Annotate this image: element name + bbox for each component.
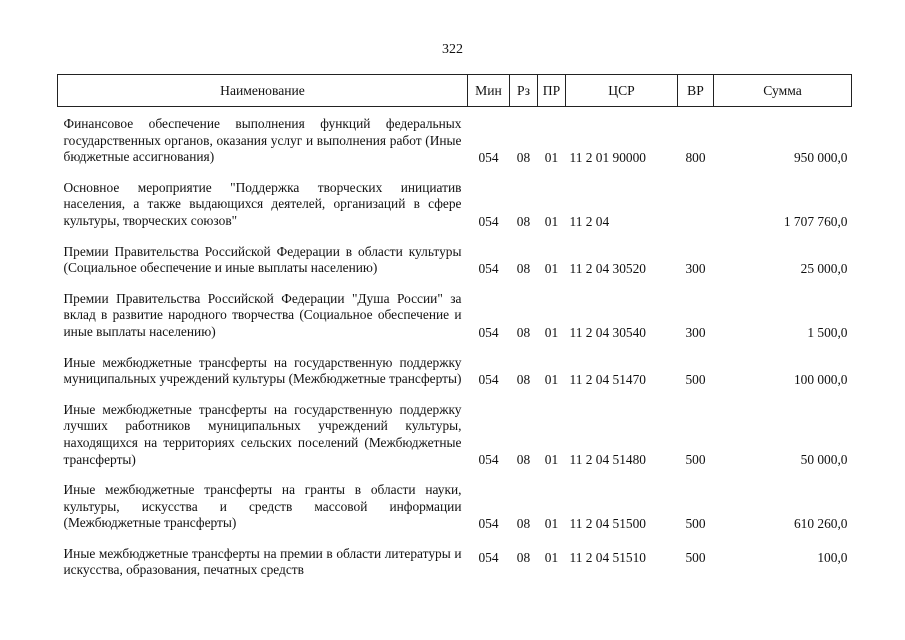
row-sum: 610 260,0: [793, 515, 848, 531]
row-vr: [678, 172, 714, 236]
row-min: 054: [478, 452, 499, 468]
row-pr: 01: [544, 549, 559, 565]
row-name: Финансовое обеспечение выполнения функций федеральных государственных органов, оказания услуг и выполнения работ (Иные бюджетные ассигнования): [63, 116, 462, 165]
row-csr: 11 2 04 51500: [569, 515, 646, 531]
row-min: 054: [478, 260, 499, 276]
row-vr: 300: [685, 260, 706, 276]
row-csr: 11 2 04 51510: [569, 549, 646, 565]
row-name: Премии Правительства Российской Федерации в области культуры (Социальное обеспечение и иные выплаты населению): [63, 243, 462, 276]
row-sum: 100,0: [817, 549, 848, 565]
table-row: [58, 347, 852, 394]
table-row: [58, 236, 852, 283]
row-min: 054: [478, 324, 499, 340]
table-row: [58, 283, 852, 347]
row-vr: 800: [685, 149, 706, 165]
row-min: 054: [478, 515, 499, 531]
row-name: Иные межбюджетные трансферты на премии в области литературы и искусства, образования, печатных средств: [63, 545, 462, 578]
row-rz: 08: [516, 452, 531, 468]
row-min: 054: [478, 213, 499, 229]
row-sum: 25 000,0: [800, 260, 848, 276]
row-name: Иные межбюджетные трансферты на государственную поддержку муниципальных учреждений культуры (Межбюджетные трансферты): [63, 354, 462, 387]
row-pr: 01: [544, 324, 559, 340]
row-csr: 11 2 01 90000: [569, 149, 646, 165]
row-min: 054: [478, 549, 499, 565]
header-sum: Сумма: [714, 75, 852, 107]
table-body: [58, 107, 852, 586]
row-vr: 500: [685, 371, 706, 387]
row-csr: 11 2 04 30520: [569, 260, 646, 276]
row-rz: 08: [516, 213, 531, 229]
row-vr: 500: [685, 549, 706, 565]
header-pr: ПР: [538, 75, 566, 107]
table-header: [58, 75, 852, 107]
row-min: 054: [478, 371, 499, 387]
row-sum: 1 707 760,0: [783, 213, 848, 229]
row-sum: 100 000,0: [793, 371, 848, 387]
row-rz: 08: [516, 324, 531, 340]
row-rz: 08: [516, 260, 531, 276]
table-row: [58, 538, 852, 585]
table-row: [58, 172, 852, 236]
row-rz: 08: [516, 549, 531, 565]
row-csr: 11 2 04 51470: [569, 371, 646, 387]
header-csr: ЦСР: [566, 75, 678, 107]
row-sum: 1 500,0: [807, 324, 848, 340]
row-rz: 08: [516, 371, 531, 387]
row-vr: 500: [685, 452, 706, 468]
row-pr: 01: [544, 149, 559, 165]
row-pr: 01: [544, 515, 559, 531]
row-name: Основное мероприятие "Поддержка творческих инициатив населения, а также выдающихся деятелей, организаций в сфере культуры, творческих союзов": [63, 179, 462, 228]
table-row: [58, 394, 852, 474]
row-csr: 11 2 04 51480: [569, 452, 646, 468]
row-sum: 950 000,0: [793, 149, 848, 165]
row-min: 054: [478, 149, 499, 165]
row-name: Премии Правительства Российской Федерации "Душа России" за вклад в развитие народного творчества (Социальное обеспечение и иные выплаты населению): [63, 290, 462, 339]
row-csr: 11 2 04 30540: [569, 324, 646, 340]
row-rz: 08: [516, 149, 531, 165]
row-pr: 01: [544, 260, 559, 276]
header-vr: ВР: [678, 75, 714, 107]
header-name: Наименование: [58, 75, 468, 107]
table-row: [58, 474, 852, 538]
table-row: [58, 107, 852, 172]
row-pr: 01: [544, 213, 559, 229]
row-name: Иные межбюджетные трансферты на гранты в области науки, культуры, искусства и средств массовой информации (Межбюджетные трансферты): [63, 482, 462, 531]
header-rz: Рз: [510, 75, 538, 107]
row-vr: 300: [685, 324, 706, 340]
row-sum: 50 000,0: [800, 452, 848, 468]
row-name: Иные межбюджетные трансферты на государственную поддержку лучших работников муниципальных учреждений культуры, находящихся на территориях сельских поселений (Межбюджетные трансферты): [63, 401, 462, 467]
budget-table: [57, 74, 852, 585]
row-vr: 500: [685, 515, 706, 531]
page-number: 322: [442, 42, 463, 57]
row-rz: 08: [516, 515, 531, 531]
row-pr: 01: [544, 452, 559, 468]
row-csr: 11 2 04: [569, 213, 610, 229]
header-min: Мин: [468, 75, 510, 107]
row-pr: 01: [544, 371, 559, 387]
